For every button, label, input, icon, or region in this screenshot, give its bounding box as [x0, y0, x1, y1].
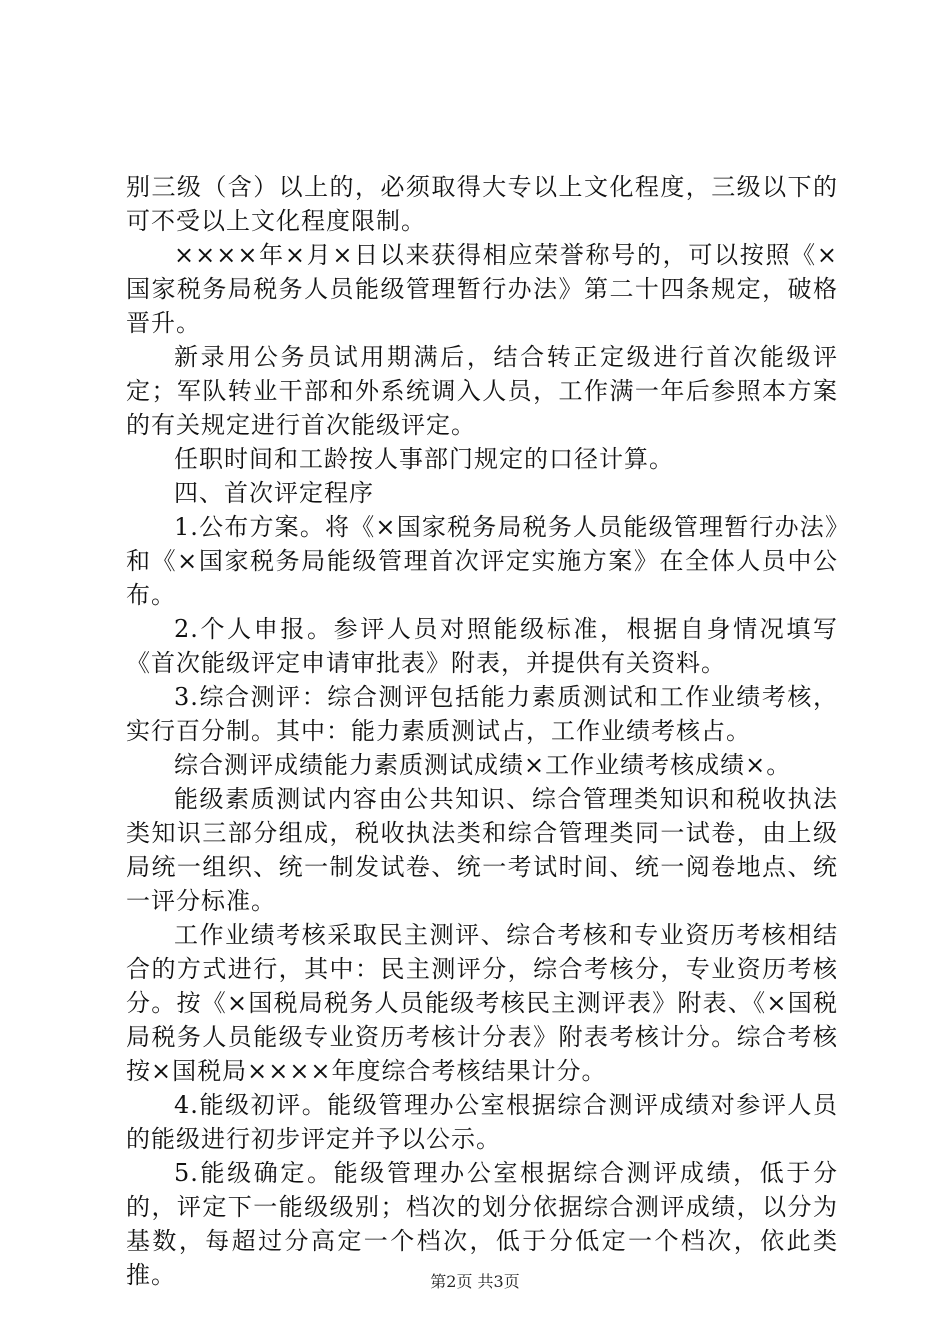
paragraph-score-formula: 综合测评成绩能力素质测试成绩×工作业绩考核成绩×。 — [174, 751, 792, 779]
page-number-footer: 第2页 共3页 — [430, 1272, 520, 1291]
paragraph-step-4-initial-rating: 4.能级初评。能级管理办公室根据综合测评成绩对参评人员的能级进行初步评定并予以公示。 — [126, 1091, 838, 1153]
paragraph-quality-test: 能级素质测试内容由公共知识、综合管理类知识和税收执法类知识三部分组成，税收执法类和综合管理类同一试卷，由上级局统一组织、统一制发试卷、统一考试时间、统一阅卷地点、统一评分标准。 — [126, 785, 838, 915]
paragraph-new-recruits: 新录用公务员试用期满后，结合转正定级进行首次能级评定；军队转业干部和外系统调入人员，工作满一年后参照本方案的有关规定进行首次能级评定。 — [126, 343, 838, 439]
paragraph-step-5-confirm: 5.能级确定。能级管理办公室根据综合测评成绩，低于分的，评定下一能级级别；档次的划分依据综合测评成绩，以分为基数，每超过分高定一个档次，低于分低定一个档次，依此类推。 — [126, 1159, 838, 1289]
section-heading-procedure: 四、首次评定程序 — [174, 479, 374, 507]
paragraph-honor-promotion: ××××年×月×日以来获得相应荣誉称号的，可以按照《×国家税务局税务人员能级管理暂行办法》第二十四条规定，破格晋升。 — [126, 241, 838, 337]
paragraph-education-requirement: 别三级（含）以上的，必须取得大专以上文化程度，三级以下的可不受以上文化程度限制。 — [126, 173, 838, 235]
paragraph-step-2-apply: 2.个人申报。参评人员对照能级标准，根据自身情况填写《首次能级评定申请审批表》附表，并提供有关资料。 — [126, 615, 838, 677]
document-body — [126, 170, 838, 1292]
paragraph-service-time: 任职时间和工龄按人事部门规定的口径计算。 — [174, 445, 674, 473]
paragraph-step-1-publish: 1.公布方案。将《×国家税务局税务人员能级管理暂行办法》和《×国家税务局能级管理首次评定实施方案》在全体人员中公布。 — [126, 513, 838, 609]
paragraph-step-3-evaluate: 3.综合测评：综合测评包括能力素质测试和工作业绩考核，实行百分制。其中：能力素质测试占，工作业绩考核占。 — [126, 683, 838, 745]
paragraph-performance-assessment: 工作业绩考核采取民主测评、综合考核和专业资历考核相结合的方式进行，其中：民主测评分，综合考核分，专业资历考核分。按《×国税局税务人员能级考核民主测评表》附表、《×国税局税务人员能级专业资历考核计分表》附表考核计分。综合考核按×国税局××××年度综合考核结果计分。 — [126, 921, 838, 1085]
